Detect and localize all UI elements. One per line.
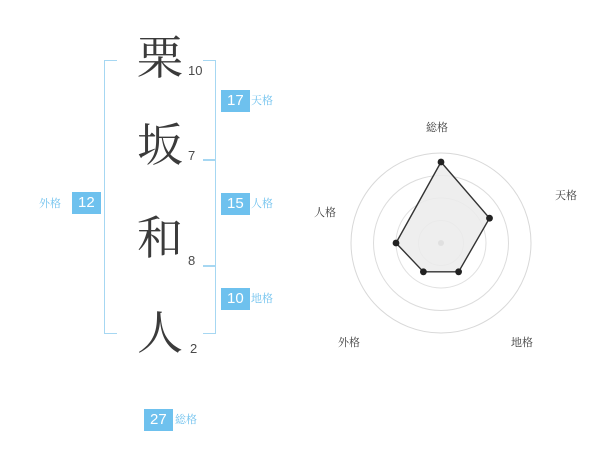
stroke-count-3: 8 [188,253,196,268]
radar-axis-label-gaikaku: 外格 [338,337,360,349]
name-char-1: 栗 [137,31,183,85]
radar-center-dot [438,240,444,246]
name-breakdown [0,0,300,470]
radar-chart-svg [300,0,600,470]
radar-point-tenkaku [486,215,493,222]
radar-axis-label-jinkaku: 人格 [314,207,336,219]
score-label-gaikaku: 外格 [39,198,61,210]
name-char-2: 坂 [137,118,183,172]
outer-bracket [104,60,117,334]
radar-point-gaikaku [420,268,427,275]
score-label-tenkaku: 天格 [251,95,273,107]
score-badge-soukaku: 27 [144,409,173,431]
radar-point-jinkaku [393,240,400,247]
score-label-jinkaku: 人格 [251,198,273,210]
score-label-soukaku: 総格 [175,414,197,426]
radar-polygon [396,162,490,272]
stroke-count-4: 2 [190,341,198,356]
radar-chart [300,0,600,470]
chikaku-bracket [203,266,216,334]
radar-axis-label-soukaku: 総格 [426,122,448,134]
score-badge-jinkaku: 15 [221,193,250,215]
name-char-4: 人 [137,306,183,360]
radar-point-chikaku [455,268,462,275]
tenkaku-bracket [203,60,216,160]
stroke-count-2: 7 [188,148,196,163]
score-badge-chikaku: 10 [221,288,250,310]
score-label-chikaku: 地格 [251,293,273,305]
radar-axis-label-chikaku: 地格 [511,337,533,349]
jinkaku-bracket [203,160,216,266]
score-badge-gaikaku: 12 [72,192,101,214]
radar-point-soukaku [438,159,445,166]
radar-series [393,159,493,276]
radar-axis-label-tenkaku: 天格 [555,190,577,202]
score-badge-tenkaku: 17 [221,90,250,112]
name-char-3: 和 [137,211,183,265]
stroke-count-1: 10 [188,63,203,78]
